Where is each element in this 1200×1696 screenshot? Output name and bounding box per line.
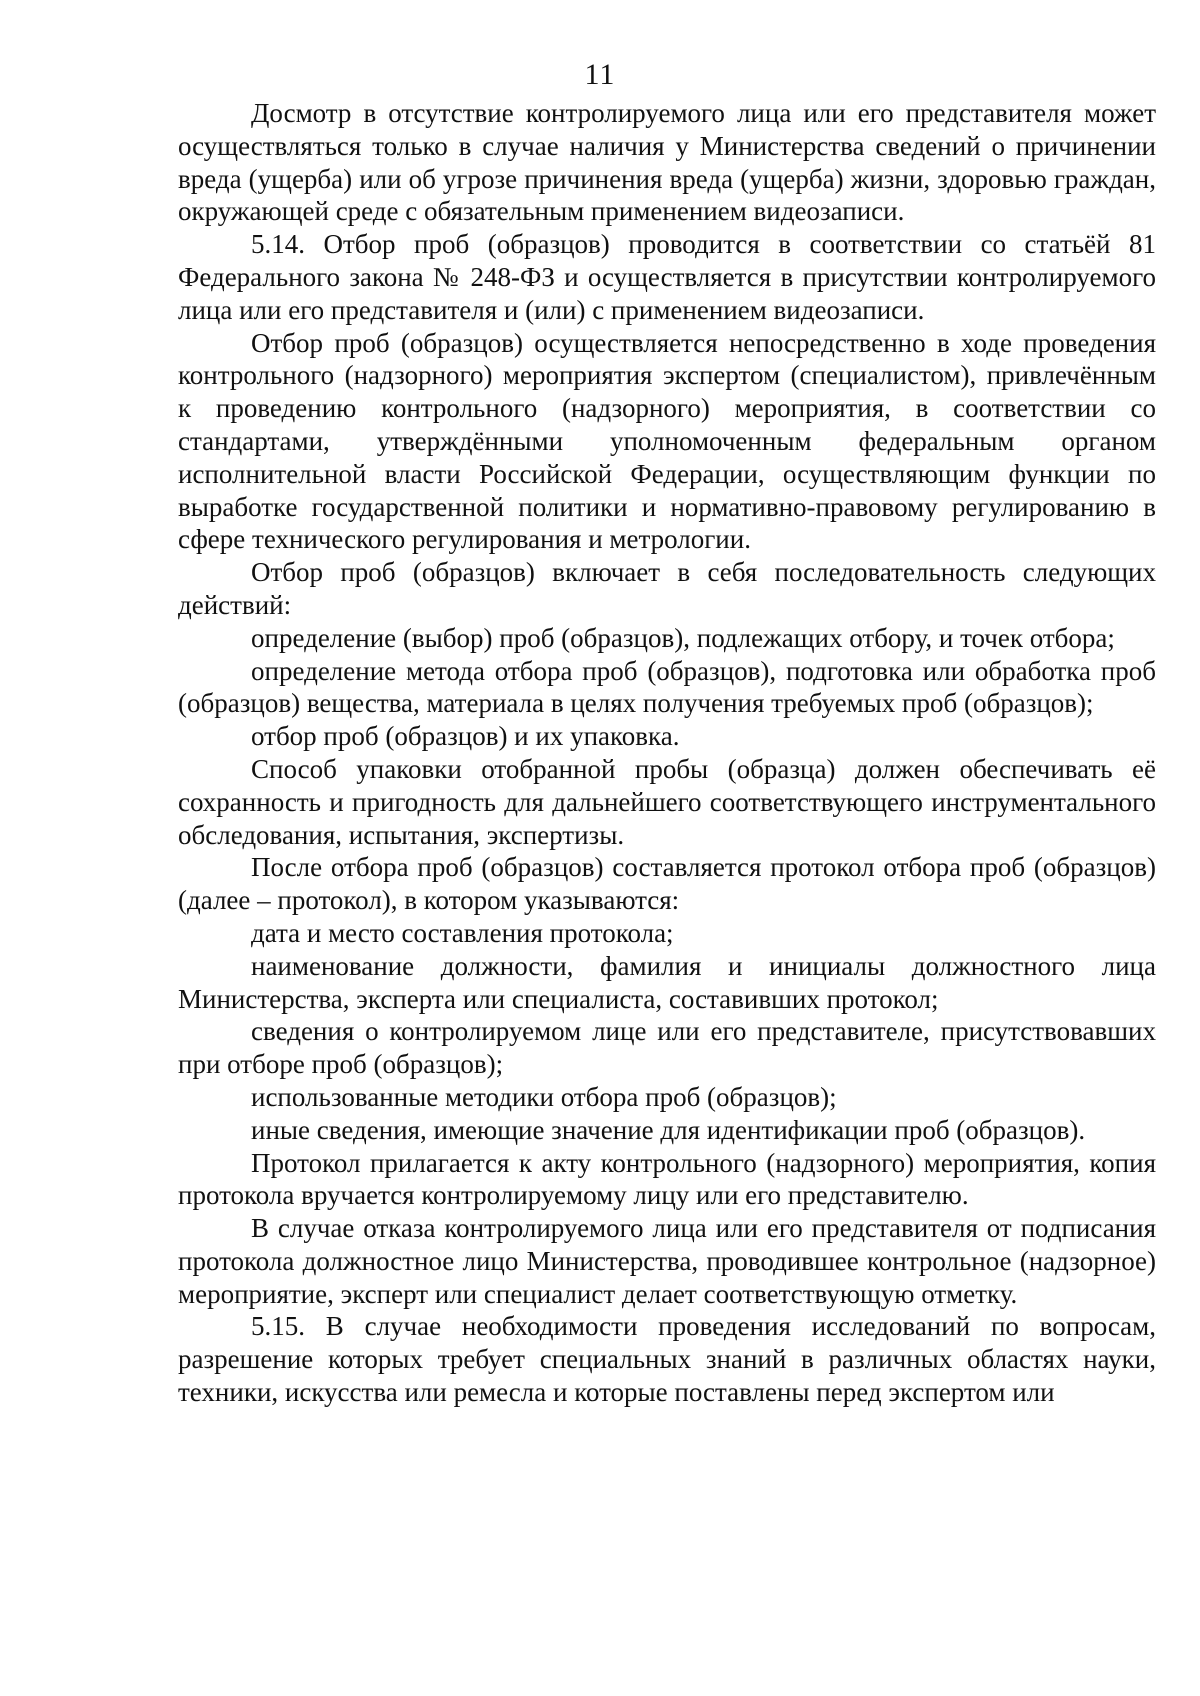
paragraph-sampling-expert: Отбор проб (образцов) осуществляется непосредственно в ходе проведения контрольного (надзорного) мероприятия экспертом (специалистом), привлечённым к проведению контрольного (надзорного) мероприятия, в соответствии со стандартами, утверждёнными уполномоченным федеральным органом исполнительной власти Российской Федерации, осуществляющим функции по выработке государственной политики и нормативно-правовому регулированию в сфере технического регулирования и метрологии. (178, 327, 1156, 555)
list-item-protocol-methods: использованные методики отбора проб (образцов); (251, 1081, 837, 1112)
paragraph-protocol-intro: После отбора проб (образцов) составляется протокол отбора проб (образцов) (далее – протокол), в котором указываются: (178, 852, 1156, 916)
paragraph-inspection-absence: Досмотр в отсутствие контролируемого лица или его представителя может осуществляться только в случае наличия у Министерства сведений о причинении вреда (ущерба) или об угрозе причинения вреда (ущерба) жизни, здоровью граждан, окружающей среде с обязательным применением видеозаписи. (178, 98, 1156, 227)
document-body (178, 97, 1156, 1409)
paragraph-5-15-research: 5.15. В случае необходимости проведения исследований по вопросам, разрешение которых требует специальных знаний в различных областях науки, техники, искусства или ремесла и которые поставлены перед экспертом или (178, 1311, 1156, 1408)
list-item-protocol-officials: наименование должности, фамилия и инициалы должностного лица Министерства, эксперта или специалиста, составивших протокол; (178, 950, 1156, 1014)
paragraph-protocol-attachment: Протокол прилагается к акту контрольного (надзорного) мероприятия, копия протокола вручается контролируемому лицу или его представителю. (178, 1147, 1156, 1211)
page-number: 11 (584, 58, 616, 91)
list-item-protocol-controlled-person: сведения о контролируемом лице или его представителе, присутствовавших при отборе проб (образцов); (178, 1016, 1156, 1080)
list-item-protocol-other-info: иные сведения, имеющие значение для идентификации проб (образцов). (251, 1114, 1086, 1145)
paragraph-sampling-actions-intro: Отбор проб (образцов) включает в себя последовательность следующих действий: (178, 557, 1156, 620)
list-item-protocol-date-place: дата и место составления протокола; (251, 917, 674, 948)
list-item-sampling-method: определение метода отбора проб (образцов), подготовка или обработка проб (образцов) вещества, материала в целях получения требуемых проб (образцов); (178, 655, 1156, 719)
paragraph-5-14-sampling: 5.14. Отбор проб (образцов) проводится в соответствии со статьёй 81 Федерального закона № 248-ФЗ и осуществляется в присутствии контролируемого лица или его представителя и (или) с применением видеозаписи. (178, 229, 1156, 325)
paragraph-packaging-method: Способ упаковки отобранной пробы (образца) должен обеспечивать её сохранность и пригодность для дальнейшего соответствующего инструментального обследования, испытания, экспертизы. (178, 753, 1156, 850)
list-item-sample-selection: определение (выбор) проб (образцов), подлежащих отбору, и точек отбора; (251, 622, 1115, 653)
paragraph-protocol-refusal: В случае отказа контролируемого лица или его представителя от подписания протокола должностное лицо Министерства, проводившее контрольное (надзорное) мероприятие, эксперт или специалист делает соответствующую отметку. (178, 1213, 1156, 1309)
list-item-sampling-packaging: отбор проб (образцов) и их упаковка. (251, 721, 680, 752)
